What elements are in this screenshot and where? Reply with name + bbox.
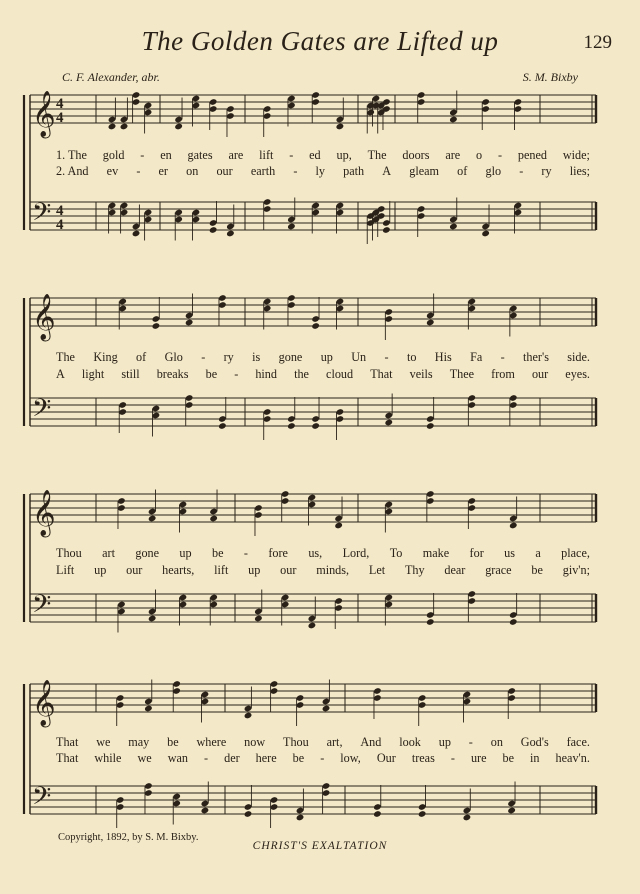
lyric-syllable: - [289, 148, 294, 162]
lyric-syllable: minds, [316, 563, 350, 577]
lyric-syllable: on [186, 164, 199, 178]
lyric-syllable: A [382, 164, 392, 178]
lyric-syllable: is [252, 350, 261, 364]
lyric-syllable: Fa [470, 350, 483, 364]
lyric-syllable: Un [351, 350, 367, 364]
lyric-syllable: up [248, 563, 261, 577]
lyric-syllable: light [81, 367, 105, 381]
lyric-syllable: ry [223, 350, 234, 364]
lyric-line-s1-v2 [56, 164, 590, 179]
lyric-syllable: art, [326, 735, 343, 749]
lyric-syllable: ed [309, 148, 321, 162]
lyric-syllable: ther's [523, 350, 549, 364]
lyric-syllable: - [519, 164, 524, 178]
lyric-syllable: up [179, 546, 192, 560]
lyric-syllable: Glo [164, 350, 183, 364]
note-head-icon [120, 123, 129, 131]
note-head-icon [218, 422, 227, 430]
note-head-icon [226, 230, 235, 238]
note-head-icon [426, 319, 435, 327]
lyric-syllable: be [531, 563, 543, 577]
lyric-syllable: heav'n. [555, 751, 590, 765]
note-head-icon [507, 807, 516, 815]
note-head-icon [244, 712, 253, 720]
note-head-icon [449, 116, 458, 124]
lyric-syllable: our [216, 164, 233, 178]
lyric-syllable: lift [214, 563, 229, 577]
lyric-syllable: wide; [562, 148, 590, 162]
lyric-line-s1-v1 [56, 148, 590, 163]
lyric-syllable: His [434, 350, 452, 364]
lyric-syllable: path [343, 164, 365, 178]
lyric-line-s4-v1 [56, 735, 590, 750]
note-head-icon [426, 618, 435, 626]
lyric-syllable: place, [561, 546, 590, 560]
lyric-syllable: o [476, 148, 483, 162]
lyric-syllable: up, [336, 148, 352, 162]
lyric-syllable: ev [106, 164, 119, 178]
note-head-icon [209, 226, 218, 234]
lyric-syllable: gone [135, 546, 160, 560]
lyric-syllable: gold [102, 148, 125, 162]
lyric-syllable: That [56, 751, 79, 765]
lyric-syllable: en [160, 148, 172, 162]
lyric-syllable: The [367, 148, 387, 162]
lyric-syllable: of [457, 164, 468, 178]
lyric-syllable: on [490, 735, 503, 749]
lyric-syllable: - [500, 350, 505, 364]
lyric-syllable: - [450, 751, 455, 765]
lyric-syllable: side. [567, 350, 590, 364]
note-head-icon [334, 522, 343, 530]
lyric-syllable: of [136, 350, 147, 364]
treble-clef-icon: 𝄞 [32, 680, 56, 726]
note-head-icon [373, 810, 382, 818]
lyric-syllable: may [128, 735, 150, 749]
lyric-syllable: look [399, 735, 421, 749]
lyric-syllable: be [211, 546, 224, 560]
note-head-icon [426, 422, 435, 430]
lyric-syllable: Thy [404, 563, 425, 577]
page-number: 129 [583, 32, 612, 53]
lyric-syllable: dear [444, 563, 466, 577]
time-signature-top: 4 [56, 203, 64, 219]
note-head-icon [296, 814, 305, 822]
note-head-icon [336, 123, 345, 131]
lyric-syllable: To [389, 546, 403, 560]
lyric-syllable: in [530, 751, 540, 765]
lyric-line-s2-v2 [56, 367, 590, 382]
lyric-syllable: Let [368, 563, 386, 577]
lyric-syllable: grace [485, 563, 512, 577]
lyric-syllable: for [469, 546, 484, 560]
note-head-icon [244, 810, 253, 818]
lyric-syllable: the [294, 367, 309, 381]
tune-name: CHRIST'S EXALTATION [252, 840, 388, 852]
lyric-line-s3-v1 [56, 546, 590, 561]
lyric-syllable: up [320, 350, 333, 364]
note-head-icon [152, 322, 161, 330]
time-signature-bottom: 4 [56, 110, 64, 126]
note-head-icon [418, 810, 427, 818]
lyric-syllable: be [502, 751, 515, 765]
lyric-line-s2-v1 [56, 350, 590, 365]
lyric-syllable: giv'n; [562, 563, 590, 577]
lyric-syllable: Our [376, 751, 396, 765]
lyric-syllable: - [204, 751, 209, 765]
lyric-syllable: up [94, 563, 107, 577]
lyric-syllable: be [292, 751, 305, 765]
lyric-syllable: us [504, 546, 515, 560]
lyric-syllable: hind [255, 367, 277, 381]
note-head-icon [148, 615, 157, 623]
lyric-syllable: - [140, 148, 145, 162]
lyric-syllable: And [360, 735, 382, 749]
lyric-syllable: where [196, 735, 227, 749]
lyric-syllable: gates [187, 148, 213, 162]
lyric-syllable: a [535, 546, 541, 560]
lyric-syllable: pened [517, 148, 547, 162]
lyric-syllable: are [228, 148, 244, 162]
lyric-syllable: doors [402, 148, 430, 162]
lyric-syllable: wan [167, 751, 188, 765]
lyric-syllable: low, [340, 751, 361, 765]
note-head-icon [108, 123, 117, 131]
note-head-icon [308, 622, 317, 630]
lyric-syllable: breaks [156, 367, 189, 381]
lyric-syllable: be [205, 367, 218, 381]
note-head-icon [311, 422, 320, 430]
lyric-syllable: ly [315, 164, 326, 178]
lyric-line-s3-v2 [56, 563, 590, 578]
lyric-syllable: us, [308, 546, 323, 560]
bass-clef-icon: 𝄢 [32, 198, 52, 233]
lyric-syllable: art [102, 546, 115, 560]
lyric-syllable: - [293, 164, 298, 178]
lyric-syllable: Lord, [342, 546, 370, 560]
note-head-icon [209, 515, 218, 523]
time-signature-top: 4 [56, 96, 64, 112]
lyric-syllable: That [370, 367, 393, 381]
lyric-syllable: - [320, 751, 325, 765]
lyric-syllable: here [255, 751, 277, 765]
lyric-syllable: gone [278, 350, 303, 364]
lyric-syllable: our [126, 563, 143, 577]
treble-clef-icon: 𝄞 [32, 294, 56, 340]
lyric-syllable: - [468, 735, 473, 749]
lyric-syllable: treas [411, 751, 435, 765]
copyright-notice: Copyright, 1892, by S. M. Bixby. [58, 832, 199, 843]
note-head-icon [509, 618, 518, 626]
lyric-syllable: Lift [56, 563, 75, 577]
author-credit: C. F. Alexander, abr. [62, 70, 160, 84]
bass-clef-icon: 𝄢 [32, 590, 52, 625]
note-head-icon [201, 807, 210, 815]
composer-credit: S. M. Bixby [522, 70, 578, 84]
note-head-icon [322, 705, 331, 713]
lyric-syllable: face. [566, 735, 590, 749]
lyric-syllable: That [56, 735, 79, 749]
note-head-icon [287, 223, 296, 231]
lyric-syllable: 1. The [56, 148, 87, 162]
lyric-syllable: earth [250, 164, 276, 178]
lyric-syllable: from [491, 367, 515, 381]
lyric-syllable: to [406, 350, 417, 364]
time-signature-bottom: 4 [56, 217, 64, 233]
lyric-syllable: - [497, 148, 503, 162]
lyric-syllable: Thou [56, 546, 82, 560]
lyric-syllable: der [224, 751, 240, 765]
lyric-syllable: lies; [569, 164, 590, 178]
note-head-icon [311, 322, 320, 330]
lyric-syllable: are [445, 148, 461, 162]
lyric-syllable: King [93, 350, 118, 364]
lyric-syllable: eyes. [565, 367, 590, 381]
lyric-syllable: Thee [449, 367, 475, 381]
lyric-syllable: up [438, 735, 451, 749]
note-head-icon [287, 422, 296, 430]
lyric-syllable: er [158, 164, 168, 178]
lyric-syllable: we [137, 751, 152, 765]
note-head-icon [463, 814, 472, 822]
note-head-icon [384, 419, 393, 427]
note-head-icon [144, 705, 153, 713]
bass-clef-icon: 𝄢 [32, 394, 52, 429]
lyric-syllable: - [136, 164, 141, 178]
lyric-syllable: veils [409, 367, 433, 381]
lyric-syllable: while [94, 751, 122, 765]
lyric-syllable: fore [268, 546, 288, 560]
note-head-icon [185, 319, 194, 327]
note-head-icon [509, 522, 518, 530]
note-head-icon [254, 615, 263, 623]
lyric-syllable: The [56, 350, 75, 364]
lyric-syllable: our [280, 563, 297, 577]
lyric-syllable: - [201, 350, 206, 364]
lyric-syllable: we [96, 735, 111, 749]
lyric-syllable: cloud [326, 367, 354, 381]
treble-clef-icon: 𝄞 [32, 490, 56, 536]
lyric-syllable: God's [520, 735, 549, 749]
note-head-icon [132, 230, 141, 238]
treble-clef-icon: 𝄞 [32, 91, 56, 137]
lyric-syllable: still [121, 367, 140, 381]
lyric-syllable: hearts, [162, 563, 195, 577]
lyric-syllable: make [422, 546, 450, 560]
note-head-icon [382, 226, 391, 234]
lyric-syllable: lift [259, 148, 274, 162]
lyric-syllable: ure [470, 751, 487, 765]
lyric-syllable: our [531, 367, 549, 381]
lyric-syllable: Thou [283, 735, 309, 749]
lyric-syllable: 2. And [56, 164, 89, 178]
lyric-syllable: - [384, 350, 389, 364]
hymn-title: The Golden Gates are Lifted up [141, 26, 499, 56]
bass-clef-icon: 𝄢 [32, 782, 52, 817]
lyric-line-s4-v2 [56, 751, 590, 766]
lyric-syllable: A [56, 367, 65, 381]
lyric-syllable: be [167, 735, 179, 749]
lyric-syllable: ry [541, 164, 552, 178]
lyric-syllable: gleam [409, 164, 440, 178]
lyric-syllable: - [234, 367, 239, 381]
note-head-icon [449, 223, 458, 231]
lyric-syllable: now [244, 735, 266, 749]
note-head-icon [481, 230, 490, 238]
note-head-icon [174, 123, 183, 131]
lyric-syllable: - [243, 546, 248, 560]
lyric-syllable: glo [485, 164, 502, 178]
note-head-icon [148, 515, 157, 523]
